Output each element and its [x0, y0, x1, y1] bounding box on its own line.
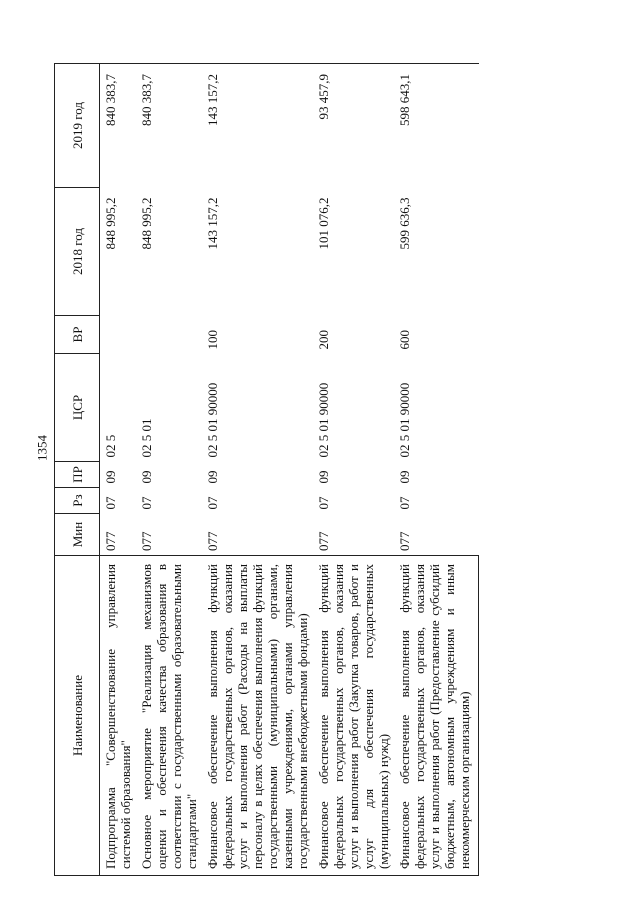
row-vr: 200 — [316, 330, 331, 350]
row-2018: 599 636,3 — [397, 197, 412, 250]
row-name: Финансовое обеспечение выполнения функций федеральных государственных органов, оказания услуг и выполнения работ (Закупка товаров, работ и услуг для обеспечения государственных (муниципальных) нужд) — [313, 556, 394, 876]
row-vr: 600 — [397, 330, 412, 350]
row-pr: 09 — [397, 470, 412, 484]
row-rz: 07 — [316, 496, 331, 510]
row-vr — [136, 316, 202, 354]
page-number: 1354 — [34, 435, 50, 461]
row-min: 077 — [316, 531, 331, 551]
header-name: Наименование — [55, 556, 100, 876]
row-pr: 09 — [139, 470, 154, 484]
row-csr: 02 5 01 90000 — [205, 382, 220, 458]
row-2018: 101 076,2 — [316, 197, 331, 250]
row-vr — [100, 316, 137, 354]
row-2019: 840 383,7 — [100, 64, 137, 188]
budget-table — [54, 63, 479, 876]
row-2019: 93 457,9 — [313, 64, 394, 188]
row-vr: 100 — [205, 330, 220, 350]
row-2019: 840 383,7 — [136, 64, 202, 188]
row-name: Финансовое обеспечение выполнения функций федеральных государственных органов, оказания услуг и выполнения работ (Расходы на выплаты персоналу в целях обеспечения выполнения функций государственными (муниципальными) органами, казенными учреждениями, органами управления государственными внебюджетными фондами) — [202, 556, 313, 876]
row-min: 077 — [205, 531, 220, 551]
row-rz: 07 — [139, 496, 154, 510]
table-row — [202, 64, 313, 876]
row-csr: 02 5 01 90000 — [316, 382, 331, 458]
row-rz: 07 — [397, 496, 412, 510]
row-2018: 848 995,2 — [139, 197, 154, 250]
row-2018: 848 995,2 — [103, 197, 118, 250]
table-row — [394, 64, 479, 876]
row-2019: 598 643,1 — [394, 64, 479, 188]
header-2019: 2019 год — [55, 64, 100, 188]
header-vr: ВР — [55, 316, 100, 354]
row-name: Основное мероприятие "Реализация механизмов оценки и обеспечения качества образования в соответствии с государственными образовательными стандартами" — [136, 556, 202, 876]
row-rz: 07 — [205, 496, 220, 510]
rotated-page-content — [54, 64, 594, 876]
row-name: Подпрограмма "Совершенствование управления системой образования" — [100, 556, 137, 876]
table-row — [100, 64, 137, 876]
header-csr: ЦСР — [55, 354, 100, 462]
row-pr: 09 — [316, 470, 331, 484]
row-name: Финансовое обеспечение выполнения функций федеральных государственных органов, оказания услуг и выполнения работ (Предоставление субсидий бюджетным, автономным учреждениям и иным некоммерческим организациям) — [394, 556, 479, 876]
table-row — [136, 64, 202, 876]
row-csr: 02 5 — [103, 434, 118, 458]
table-header-row — [55, 64, 100, 876]
row-2019: 143 157,2 — [202, 64, 313, 188]
table-row — [313, 64, 394, 876]
header-rz: Рз — [55, 488, 100, 514]
row-pr: 09 — [205, 470, 220, 484]
row-min: 077 — [103, 531, 118, 551]
header-min: Мин — [55, 514, 100, 556]
row-pr: 09 — [103, 470, 118, 484]
row-min: 077 — [397, 531, 412, 551]
header-2018: 2018 год — [55, 188, 100, 316]
row-min: 077 — [139, 531, 154, 551]
row-rz: 07 — [103, 496, 118, 510]
row-csr: 02 5 01 90000 — [397, 382, 412, 458]
row-csr: 02 5 01 — [139, 418, 154, 458]
header-pr: ПР — [55, 462, 100, 488]
row-2018: 143 157,2 — [205, 197, 220, 250]
